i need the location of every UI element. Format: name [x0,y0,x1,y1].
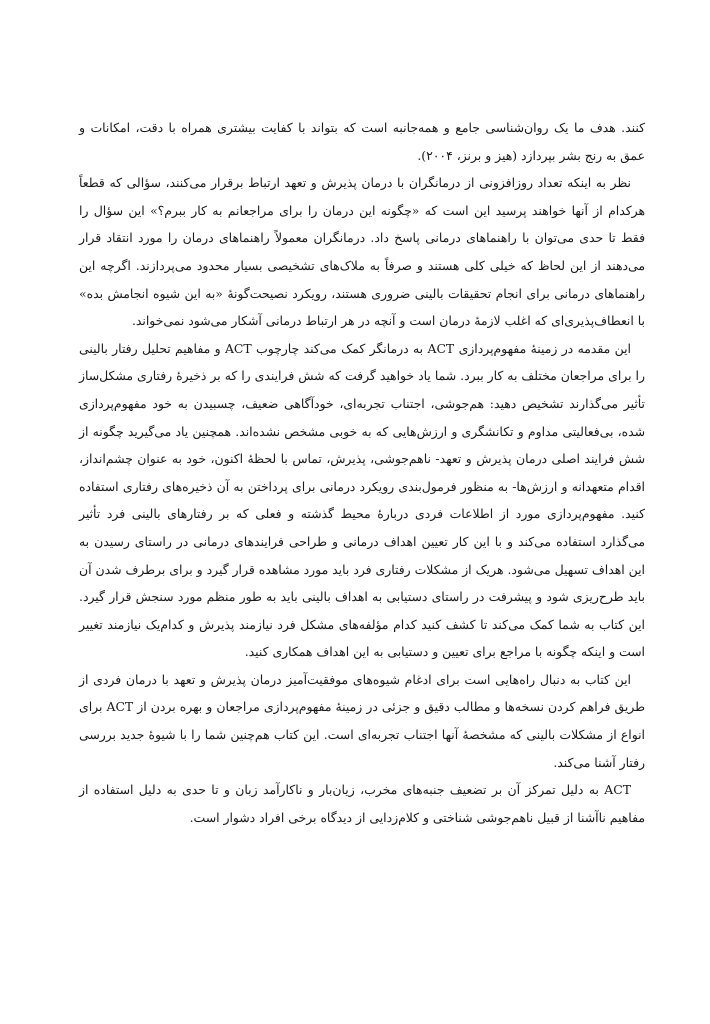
paragraph-2: نظر به اینکه تعداد روزافزونی از درمانگران با درمان پذیرش و تعهد ارتباط برقرار می‌کنند، سؤالی که قطعاً هرکدام از آنها خواهند پرسید این است که «چگونه این درمان را برای مراجعانم به کار ببرم؟» این سؤال را فقط تا حدی می‌توان با راهنماهای درمانی پاسخ داد. درمانگران معمولاً راهنماهای درمان را مورد انتقاد قرار می‌دهند از این لحاظ که خیلی کلی هستند و صرفاً به ملاک‌های تشخیصی بسیار محدود می‌پردازند. اگرچه این راهنماهای درمانی برای انجام تحقیقات بالینی ضروری هستند، رویکرد نصیحت‌گونهٔ «به این شیوه انجامش بده» با انعطاف‌پذیری‌ای که اغلب لازمهٔ درمان است و آنچه در هر ارتباط درمانی آشکار می‌شود نمی‌خواند. [79,175,645,329]
paragraph-5: ACT به دلیل تمرکز آن بر تضعیف جنبه‌های مخرب، زیان‌بار و ناکارآمد زبان و تا حدی به دلیل استفاده از مفاهیم ناآشنا از قبیل ناهم‌جوشی شناختی و کلام‌زدایی از دیدگاه برخی افراد دشوار است. [79,782,645,825]
paragraph-3: این مقدمه در زمینهٔ مفهوم‌پردازی ACT به درمانگر کمک می‌کند چارچوب ACT و مفاهیم تحلیل رفتار بالینی را برای مراجعان مختلف به کار ببرد. شما یاد خواهید گرفت که شش فرایندی را که بر ذخیرهٔ رفتاری مشکل‌ساز تأثیر می‌گذارند تشخیص دهید: هم‌جوشی، اجتناب تجربه‌ای، خودآگاهی ضعیف، چسبیدن به خود مفهوم‌پردازی شده، بی‌فعالیتی مداوم و تکانشگری و ارزش‌هایی که به خوبی مشخص نشده‌اند. همچنین یاد می‌گیرید چگونه از شش فرایند اصلی درمان پذیرش و تعهد- ناهم‌جوشی، پذیرش، تماس با لحظهٔ اکنون، خود به عنوان چشم‌انداز، اقدام متعهدانه و ارزش‌ها- به منظور فرمول‌بندی رویکرد درمانی برای پرداختن به آن ذخیره‌های رفتاری استفاده کنید. مفهوم‌پردازی مورد از اطلاعات فردی دربارهٔ محیط گذشته و فعلی که بر رفتارهای بالینی فرد تأثیر می‌گذارد استفاده می‌کند و با این کار تعیین اهداف درمانی و طراحی فرایندهای درمانی در راستای رسیدن به این اهداف تسهیل می‌شود. هریک از مشکلات رفتاری فرد باید مورد مشاهده قرار گیرد و برای برطرف شدن آن باید طرح‌ریزی شود و پیشرفت در راستای دستیابی به اهداف بالینی باید به طور منظم مورد سنجش قرار گیرد. این کتاب به شما کمک می‌کند تا کشف کنید کدام مؤلفه‌های مشکل فرد نیازمند پذیرش و کدام‌یک نیازمند تغییر است و اینکه چگونه با مراجع برای تعیین و دستیابی به این اهداف همکاری کنید. [79,340,645,660]
paragraph-1: کنند. هدف ما یک روان‌شناسی جامع و همه‌جانبه است که بتواند با کفایت بیشتری همراه با دقت، امکانات و عمق به رنج بشر بپردازد (هیز و برنز، ۲۰۰۴). [79,120,645,163]
paragraph-4: این کتاب به دنبال راه‌هایی است برای ادغام شیوه‌های موفقیت‌آمیز درمان پذیرش و تعهد با درمان فردی از طریق فراهم کردن نسخه‌ها و مطالب دقیق و جزئی در زمینهٔ مفهوم‌پردازی مراجعان و بهره بردن از ACT برای انواع از مشکلات بالینی که مشخصهٔ آنها اجتناب تجربه‌ای است. این کتاب هم‌چنین شما را با شیوهٔ جدید بررسی رفتار آشنا می‌کند. [79,671,645,770]
body-text [79,114,645,831]
